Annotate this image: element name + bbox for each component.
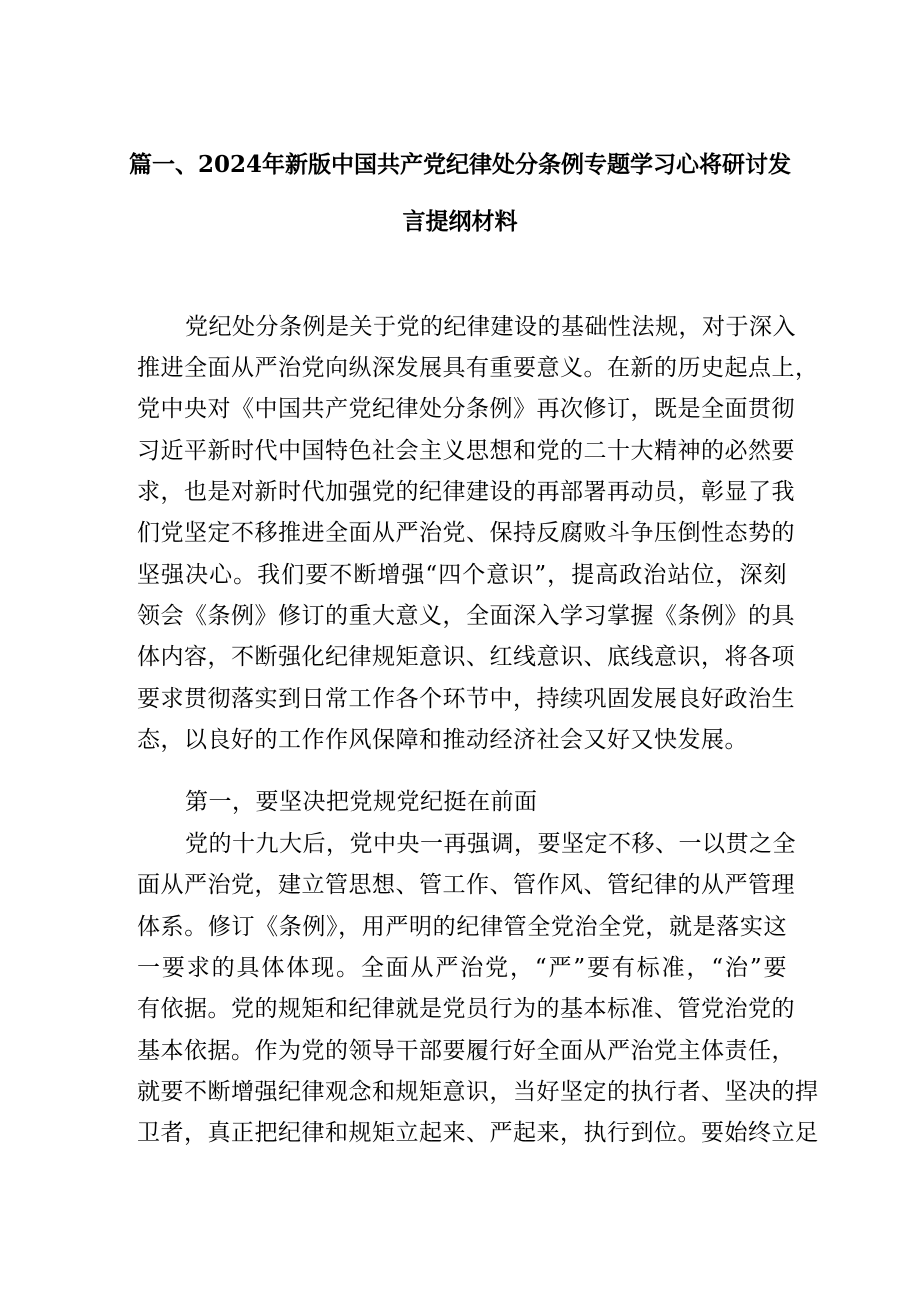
paragraph-line: 坚强决心。我们要不断增强“四个意识”，提高政治站位，深刻	[137, 562, 787, 588]
paragraph-line: 体系。修订《条例》，用严明的纪律管全党治全党，就是落实这	[137, 914, 787, 940]
paragraph-line: 党纪处分条例是关于党的纪律建设的基础性法规，对于深入	[185, 314, 796, 340]
paragraph-line: 推进全面从严治党向纵深发展具有重要意义。在新的历史起点上，	[137, 355, 819, 381]
paragraph-line: 面从严治党，建立管思想、管工作、管作风、管纪律的从严管理	[137, 872, 795, 898]
paragraph-line: 党中央对《中国共产党纪律处分条例》再次修订，既是全面贯彻	[137, 396, 795, 422]
paragraph-line: 习近平新时代中国特色社会主义思想和党的二十大精神的必然要	[137, 438, 795, 464]
paragraph-line: 党的十九大后，党中央一再强调，要坚定不移、一以贯之全	[185, 831, 796, 857]
paragraph-line: 领会《条例》修订的重大意义，全面深入学习掌握《条例》的具	[137, 603, 795, 629]
paragraph-line: 体内容，不断强化纪律规矩意识、红线意识、底线意识，将各项	[137, 644, 795, 670]
paragraph-line: 要求贯彻落实到日常工作各个环节中，持续巩固发展良好政治生	[137, 686, 795, 712]
paragraph-line: 们党坚定不移推进全面从严治党、保持反腐败斗争压倒性态势的	[137, 520, 795, 546]
paragraph-line: 一要求的具体体现。全面从严治党，“严”要有标准，“治”要	[137, 955, 787, 981]
paragraph-line: 态，以良好的工作作风保障和推动经济社会又好又快发展。	[137, 727, 748, 753]
paragraph-line: 有依据。党的规矩和纪律就是党员行为的基本标准、管党治党的	[137, 996, 795, 1022]
section-heading: 第一，要坚决把党规党纪挺在前面	[185, 789, 538, 815]
document-title-line-2: 言提纲材料	[402, 208, 518, 235]
paragraph-line: 基本依据。作为党的领导干部要履行好全面从严治党主体责任，	[137, 1038, 795, 1064]
paragraph-line: 就要不断增强纪律观念和规矩意识，当好坚定的执行者、坚决的捍	[137, 1079, 819, 1105]
paragraph-line: 卫者，真正把纪律和规矩立起来、严起来，执行到位。要始终立足	[137, 1120, 819, 1146]
document-title-line-1: 篇一、2024年新版中国共产党纪律处分条例专题学习心将研讨发	[128, 151, 791, 178]
paragraph-line: 求，也是对新时代加强党的纪律建设的再部署再动员，彰显了我	[137, 479, 795, 505]
